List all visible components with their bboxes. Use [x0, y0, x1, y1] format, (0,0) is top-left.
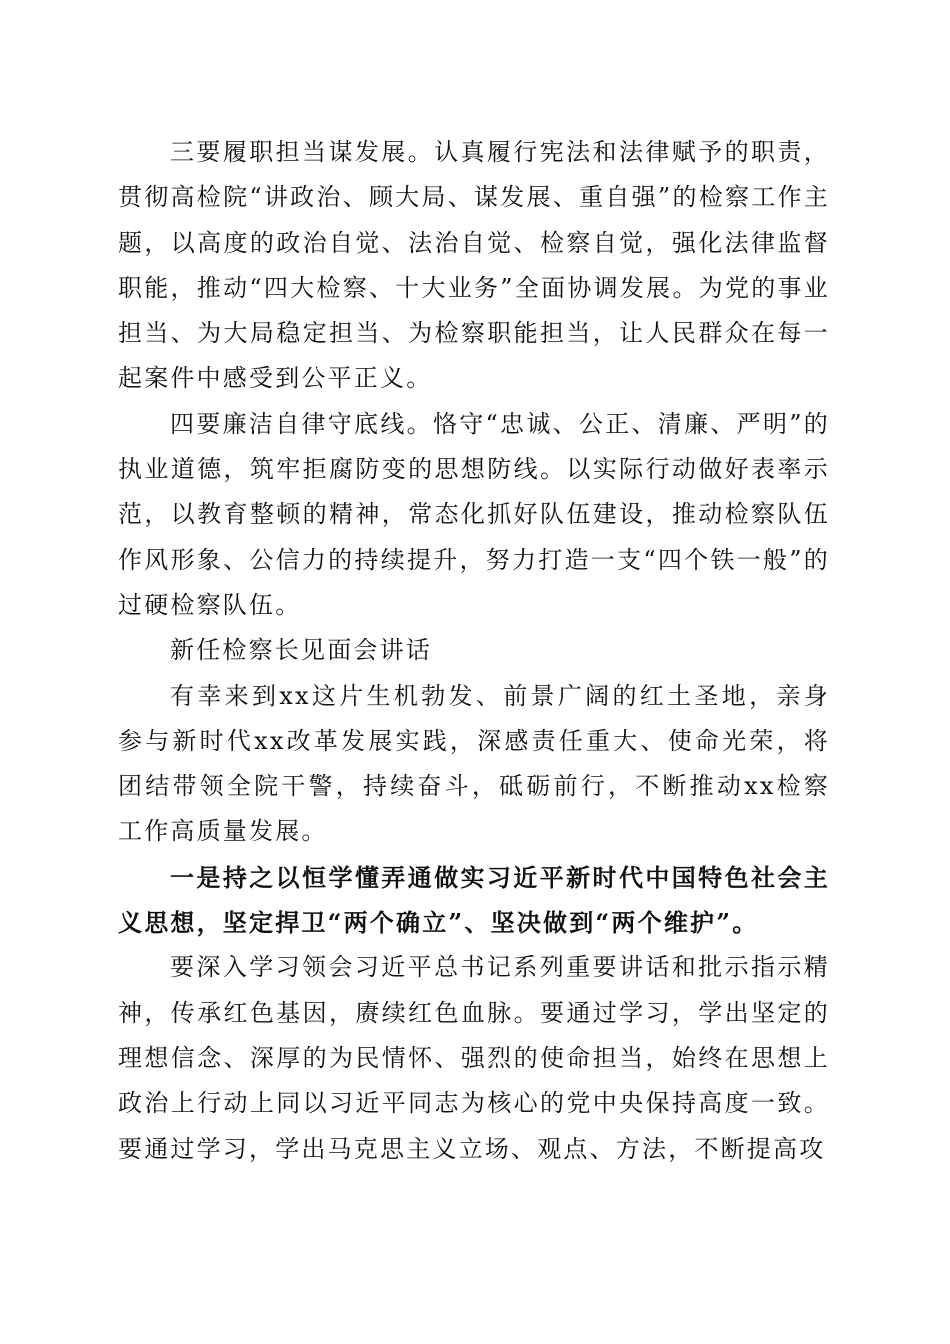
- paragraph-point-one: 一是持之以恒学懂弄通做实习近平新时代中国特色社会主义思想，坚定捍卫“两个确立”、坚决做到“两个维护”。: [118, 862, 830, 938]
- paragraph-duty: 三要履职担当谋发展。认真履行宪法和法律赋予的职责，贯彻高检院“讲政治、顾大局、谋发展、重自强”的检察工作主题，以高度的政治自觉、法治自觉、检察自觉，强化法律监督职能，推动“四大检察、十大业务”全面协调发展。为党的事业担当、为大局稳定担当、为检察职能担当，让人民群众在每一起案件中感受到公平正义。: [118, 138, 830, 393]
- document-body: [118, 130, 830, 1172]
- paragraph-integrity: 四要廉洁自律守底线。恪守“忠诚、公正、清廉、严明”的执业道德，筑牢拒腐防变的思想防线。以实际行动做好表率示范，以教育整顿的精神，常态化抓好队伍建设，推动检察队伍作风形象、公信力的持续提升，努力打造一支“四个铁一般”的过硬检察队伍。: [118, 409, 830, 619]
- paragraph-intro: 有幸来到xx这片生机勃发、前景广阔的红土圣地，亲身参与新时代xx改革发展实践，深感责任重大、使命光荣，将团结带领全院干警，持续奋斗，砥砺前行，不断推动xx检察工作高质量发展。: [118, 681, 830, 846]
- paragraph-study: 要深入学习领会习近平总书记系列重要讲话和批示指示精神，传承红色基因，赓续红色血脉。要通过学习，学出坚定的理想信念、深厚的为民情怀、强烈的使命担当，始终在思想上政治上行动上同以习近平同志为核心的党中央保持高度一致。要通过学习，学出马克思主义立场、观点、方法，不断提高攻: [118, 953, 830, 1163]
- section-heading: 新任检察长见面会讲话: [170, 636, 432, 665]
